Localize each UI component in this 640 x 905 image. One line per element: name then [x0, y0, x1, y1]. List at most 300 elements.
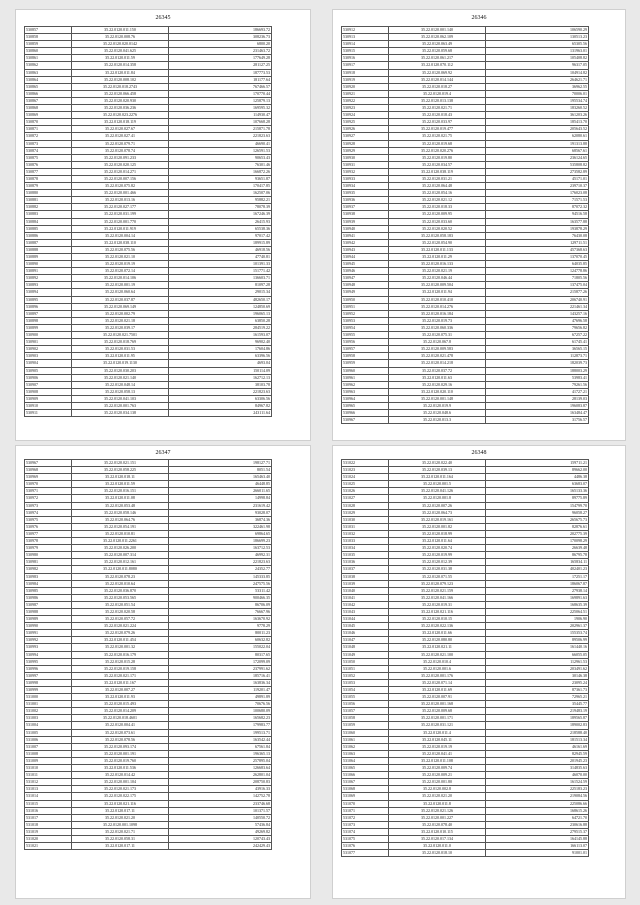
- table-row: [342, 133, 589, 140]
- amount: 165682.23: [169, 715, 272, 722]
- amount: 219084.56: [486, 793, 589, 800]
- amount: 67257.22: [486, 332, 589, 339]
- amount: 205643.52: [486, 126, 589, 133]
- cadastral-number: 35.22.0120.064.48: [389, 183, 486, 190]
- cadastral-number: 35.22.0120.001.770: [72, 218, 169, 225]
- record-number: 530884: [25, 218, 72, 225]
- amount: 60632.82: [169, 637, 272, 644]
- record-number: 530972: [25, 495, 72, 502]
- cadastral-number: 35.22.0120.019.80: [389, 154, 486, 161]
- table-row: [25, 190, 272, 197]
- record-number: 531018: [25, 821, 72, 828]
- cadastral-number: 35.22.0120.001.466: [72, 190, 169, 197]
- record-number: 530983: [25, 573, 72, 580]
- record-number: 530966: [342, 410, 389, 417]
- amount: 46070.00: [486, 772, 589, 779]
- record-number: 530901: [25, 339, 72, 346]
- table-row: [342, 495, 589, 502]
- amount: 215877.26: [486, 289, 589, 296]
- table-row: [25, 332, 272, 339]
- amount: 46448.85: [169, 481, 272, 488]
- cadastral-number: 35.22.0120.021.11: [389, 644, 486, 651]
- record-number: 530973: [25, 502, 72, 509]
- table-row: [342, 594, 589, 601]
- table-row: [342, 460, 589, 467]
- record-number: 530989: [25, 616, 72, 623]
- amount: 189565.87: [486, 715, 589, 722]
- cadastral-number: 35.22.0120.001.140: [389, 27, 486, 34]
- amount: 69864.65: [169, 530, 272, 537]
- cadastral-number: 35.22.0120.051.54: [72, 601, 169, 608]
- amount: 63850.28: [169, 317, 272, 324]
- record-number: 530953: [342, 317, 389, 324]
- record-number: 530869: [25, 112, 72, 119]
- data-table: [341, 459, 589, 857]
- table-row: [342, 757, 589, 764]
- amount: 84967.82: [169, 402, 272, 409]
- cadastral-number: 35.22.0120.021.18: [72, 317, 169, 324]
- amount: 131963.01: [486, 48, 589, 55]
- table-row: [25, 83, 272, 90]
- amount: 186067.87: [486, 580, 589, 587]
- table-row: [342, 317, 589, 324]
- amount: 161593.07: [169, 332, 272, 339]
- amount: 482650.17: [169, 296, 272, 303]
- table-row: [342, 516, 589, 523]
- cadastral-number: 35.22.0120.060.336: [389, 324, 486, 331]
- record-number: 531049: [342, 651, 389, 658]
- amount: 187773.53: [169, 69, 272, 76]
- amount: 80317.65: [169, 651, 272, 658]
- record-number: 530978: [25, 538, 72, 545]
- record-number: 530878: [25, 175, 72, 182]
- table-row: [25, 168, 272, 175]
- amount: 165834.11: [486, 559, 589, 566]
- table-row: [25, 388, 272, 395]
- table-row: [25, 97, 272, 104]
- table-row: [342, 105, 589, 112]
- amount: 126591.53: [169, 147, 272, 154]
- amount: 154799.70: [486, 502, 589, 509]
- table-row: [25, 623, 272, 630]
- cadastral-number: 35.22.0120.034.138: [72, 410, 169, 417]
- cadastral-number: 35.22.0120.078.23: [72, 573, 169, 580]
- record-number: 530912: [342, 27, 389, 34]
- table-row: [342, 850, 589, 857]
- amount: 169891.63: [486, 594, 589, 601]
- record-number: 530913: [342, 34, 389, 41]
- cadastral-number: 35.22.0120.010.81: [72, 530, 169, 537]
- table-row: [25, 467, 272, 474]
- cadastral-number: 35.22.0120.058.183: [389, 232, 486, 239]
- amount: 82876.61: [486, 523, 589, 530]
- table-row: [25, 630, 272, 637]
- table-row: [25, 736, 272, 743]
- cadastral-number: 35.22.0120.001.176: [389, 672, 486, 679]
- amount: 215871.78: [169, 126, 272, 133]
- cadastral-number: 35.22.0120.020.930: [72, 97, 169, 104]
- record-number: 530956: [342, 339, 389, 346]
- record-number: 531014: [25, 793, 72, 800]
- table-row: [342, 353, 589, 360]
- cadastral-number: 35.22.0120.041.126: [389, 488, 486, 495]
- cadastral-number: 35.22.0120.018.10: [389, 850, 486, 857]
- table-row: [25, 715, 272, 722]
- table-row: [342, 566, 589, 573]
- table-row: [25, 69, 272, 76]
- amount: 76301.46: [169, 161, 272, 168]
- table-row: [342, 729, 589, 736]
- amount: 203491.62: [486, 665, 589, 672]
- table-row: [25, 793, 272, 800]
- table-row: [342, 147, 589, 154]
- record-number: 531057: [342, 708, 389, 715]
- table-row: [342, 580, 589, 587]
- cadastral-number: 35.22.0120.002.79: [72, 310, 169, 317]
- cadastral-number: 35.22.0120.033.97: [389, 119, 486, 126]
- amount: 36962.55: [486, 83, 589, 90]
- page-title: 26348: [471, 450, 487, 456]
- record-number: 530929: [342, 147, 389, 154]
- cadastral-number: 35.22.0120.070.112: [389, 62, 486, 69]
- table-row: [342, 161, 589, 168]
- amount: 6800.20: [169, 41, 272, 48]
- table-row: [342, 552, 589, 559]
- cadastral-number: 35.22.0120.018.11: [72, 474, 169, 481]
- amount: 202775.39: [486, 530, 589, 537]
- table-row: [342, 651, 589, 658]
- amount: 136603.71: [169, 275, 272, 282]
- record-number: 531027: [342, 495, 389, 502]
- record-number: 530974: [25, 509, 72, 516]
- record-number: 530980: [25, 552, 72, 559]
- table-row: [25, 402, 272, 409]
- amount: 89506.99: [486, 637, 589, 644]
- table-row: [342, 701, 589, 708]
- table-row: [342, 183, 589, 190]
- cadastral-number: 35.22.0120.031.199: [72, 211, 169, 218]
- cadastral-number: 35.22.0120.030.203: [72, 367, 169, 374]
- table-row: [25, 786, 272, 793]
- cadastral-number: 35.22.0120.053.565: [72, 594, 169, 601]
- record-number: 530863: [25, 69, 72, 76]
- amount: 225064.51: [486, 608, 589, 615]
- table-row: [25, 339, 272, 346]
- record-number: 531030: [342, 516, 389, 523]
- record-number: 530861: [25, 55, 72, 62]
- table-row: [25, 530, 272, 537]
- record-number: 531052: [342, 672, 389, 679]
- amount: 231463.72: [169, 48, 272, 55]
- table-row: [25, 523, 272, 530]
- table-row: [342, 339, 589, 346]
- cadastral-number: 35.22.0120.014.218: [389, 360, 486, 367]
- amount: 72965.21: [486, 694, 589, 701]
- table-row: [342, 601, 589, 608]
- cadastral-number: 35.22.0120.011.95: [72, 353, 169, 360]
- amount: 8051.54: [169, 467, 272, 474]
- amount: 4693.04: [169, 360, 272, 367]
- amount: 243111.64: [169, 410, 272, 417]
- cadastral-number: 35.22.0120.027.67: [72, 126, 169, 133]
- cadastral-number: 35.22.0120.014.106: [72, 275, 169, 282]
- table-row: [25, 211, 272, 218]
- amount: 96902.40: [169, 339, 272, 346]
- table-row: [25, 594, 272, 601]
- amount: 163670.92: [169, 616, 272, 623]
- record-number: 530898: [25, 317, 72, 324]
- table-row: [25, 296, 272, 303]
- table-row: [25, 239, 272, 246]
- cadastral-number: 35.22.0120.001.32: [72, 644, 169, 651]
- table-row: [342, 395, 589, 402]
- record-number: 531043: [342, 608, 389, 615]
- table-row: [342, 55, 589, 62]
- cadastral-number: 35.22.0120.014.42: [72, 772, 169, 779]
- table-row: [342, 275, 589, 282]
- cadastral-number: 35.22.0120.075.31: [389, 332, 486, 339]
- table-row: [342, 843, 589, 850]
- table-row: [25, 616, 272, 623]
- record-number: 530991: [25, 630, 72, 637]
- record-number: 530936: [342, 197, 389, 204]
- amount: 129711.51: [486, 239, 589, 246]
- amount: 49269.82: [169, 828, 272, 835]
- cadastral-number: 35.22.0120.018.119: [72, 119, 169, 126]
- cadastral-number: 35.22.0120.041.103: [72, 395, 169, 402]
- record-number: 530975: [25, 516, 72, 523]
- cadastral-number: 35.22.0120.020.276: [389, 147, 486, 154]
- record-number: 530896: [25, 303, 72, 310]
- record-number: 530943: [342, 246, 389, 253]
- record-number: 530931: [342, 161, 389, 168]
- amount: 314835.63: [486, 765, 589, 772]
- table-row: [342, 261, 589, 268]
- record-number: 530939: [342, 218, 389, 225]
- table-row: [25, 807, 272, 814]
- cadastral-number: 35.22.0120.010.15: [389, 616, 486, 623]
- amount: 125879.13: [169, 97, 272, 104]
- record-number: 531058: [342, 715, 389, 722]
- table-row: [342, 239, 589, 246]
- record-number: 531053: [342, 679, 389, 686]
- cadastral-number: 35.22.0120.036.870: [72, 587, 169, 594]
- cadastral-number: 35.22.0120.011.164: [389, 474, 486, 481]
- amount: 124778.86: [486, 268, 589, 275]
- amount: 185413.70: [486, 119, 589, 126]
- record-number: 530969: [25, 474, 72, 481]
- data-table: [341, 26, 589, 424]
- cadastral-number: 35.22.0120.091.233: [72, 154, 169, 161]
- amount: 166113.07: [486, 843, 589, 850]
- cadastral-number: 35.22.0120.066.458: [72, 90, 169, 97]
- amount: 191313.88: [486, 140, 589, 147]
- table-row: [342, 708, 589, 715]
- cadastral-number: 35.22.0120.031.53: [72, 346, 169, 353]
- table-row: [342, 679, 589, 686]
- record-number: 530955: [342, 332, 389, 339]
- table-row: [25, 147, 272, 154]
- table-row: [342, 793, 589, 800]
- table-row: [25, 105, 272, 112]
- cadastral-number: 35.22.0120.027.41: [72, 133, 169, 140]
- table-row: [25, 374, 272, 381]
- amount: 93651.87: [169, 175, 272, 182]
- amount: 145333.85: [169, 573, 272, 580]
- amount: 182039.73: [486, 360, 589, 367]
- table-row: [25, 246, 272, 253]
- cadastral-number: 35.22.0120.011.150: [72, 27, 169, 34]
- record-number: 530997: [25, 672, 72, 679]
- record-number: 531046: [342, 630, 389, 637]
- amount: 57436.84: [169, 821, 272, 828]
- record-number: 530900: [25, 332, 72, 339]
- record-number: 531032: [342, 530, 389, 537]
- cadastral-number: 35.22.0120.021.140: [72, 374, 169, 381]
- cadastral-number: 35.22.0120.054.191: [72, 523, 169, 530]
- table-row: [25, 41, 272, 48]
- amount: 17251.17: [486, 573, 589, 580]
- cadastral-number: 35.22.0120.008.102: [72, 76, 169, 83]
- cadastral-number: 35.22.0120.027.177: [72, 204, 169, 211]
- table-row: [342, 467, 589, 474]
- cadastral-number: 35.22.0120.010.115: [389, 828, 486, 835]
- record-number: 530876: [25, 161, 72, 168]
- record-number: 531024: [342, 474, 389, 481]
- cadastral-number: 35.22.0120.022.40: [389, 460, 486, 467]
- amount: 35445.77: [486, 701, 589, 708]
- cadastral-number: 35.22.0120.057.72: [72, 616, 169, 623]
- record-number: 530921: [342, 90, 389, 97]
- table-row: [25, 360, 272, 367]
- cadastral-number: 35.22.0120.015.28: [72, 658, 169, 665]
- amount: 112961.53: [486, 658, 589, 665]
- amount: 31756.57: [486, 417, 589, 424]
- table-row: [342, 715, 589, 722]
- amount: 457368.63: [486, 246, 589, 253]
- amount: 170417.85: [169, 183, 272, 190]
- cadastral-number: 35.22.0120.080.80: [389, 637, 486, 644]
- record-number: 530951: [342, 303, 389, 310]
- amount: 96058.27: [486, 509, 589, 516]
- table-row: [25, 268, 272, 275]
- table-row: [342, 545, 589, 552]
- record-number: 530982: [25, 566, 72, 573]
- amount: 120743.43: [169, 835, 272, 842]
- amount: 46161.69: [486, 743, 589, 750]
- table-row: [25, 218, 272, 225]
- table-row: [25, 381, 272, 388]
- record-number: 530930: [342, 154, 389, 161]
- table-row: [342, 83, 589, 90]
- table-row: [342, 62, 589, 69]
- record-number: 530911: [25, 410, 72, 417]
- record-number: 530944: [342, 254, 389, 261]
- amount: 206740.91: [486, 296, 589, 303]
- amount: 162507.06: [169, 190, 272, 197]
- amount: 150114.09: [169, 367, 272, 374]
- amount: 221823.63: [169, 133, 272, 140]
- cadastral-number: 35.22.0120.079.123: [389, 580, 486, 587]
- page-title: 26347: [155, 450, 171, 456]
- record-number: 531028: [342, 502, 389, 509]
- table-row: [342, 814, 589, 821]
- amount: 65305.56: [486, 41, 589, 48]
- record-number: 530927: [342, 133, 389, 140]
- record-number: 531066: [342, 772, 389, 779]
- amount: 242429.43: [169, 843, 272, 850]
- amount: 86706.09: [169, 601, 272, 608]
- record-number: 530922: [342, 97, 389, 104]
- cadastral-number: 35.22.0120.013.3: [389, 417, 486, 424]
- amount: 63683.07: [486, 481, 589, 488]
- cadastral-number: 35.22.0120.018.27: [389, 83, 486, 90]
- record-number: 530988: [25, 608, 72, 615]
- table-row: [25, 608, 272, 615]
- amount: 219483.19: [486, 708, 589, 715]
- amount: 196083.87: [486, 402, 589, 409]
- record-number: 530920: [342, 83, 389, 90]
- table-row: [25, 843, 272, 850]
- amount: 308236.73: [169, 34, 272, 41]
- cadastral-number: 35.22.0120.021.116: [72, 800, 169, 807]
- cadastral-number: 35.22.0120.019.73: [389, 317, 486, 324]
- cadastral-number: 35.22.0120.022.175: [72, 793, 169, 800]
- amount: 67561.84: [169, 743, 272, 750]
- record-number: 531007: [25, 743, 72, 750]
- record-number: 530963: [342, 388, 389, 395]
- table-row: [25, 324, 272, 331]
- table-row: [342, 76, 589, 83]
- amount: 68567.61: [486, 147, 589, 154]
- record-number: 530958: [342, 353, 389, 360]
- amount: 767466.57: [169, 83, 272, 90]
- record-number: 531029: [342, 509, 389, 516]
- amount: 29015.34: [169, 289, 272, 296]
- record-number: 530979: [25, 545, 72, 552]
- cadastral-number: 35.22.0120.021.224: [72, 623, 169, 630]
- cadastral-number: 35.22.0120.053.48: [72, 502, 169, 509]
- record-number: 531042: [342, 601, 389, 608]
- cadastral-number: 35.22.0120.041.625: [72, 48, 169, 55]
- amount: 47696.58: [486, 317, 589, 324]
- record-number: 531012: [25, 779, 72, 786]
- amount: 86795.78: [486, 552, 589, 559]
- record-number: 530893: [25, 282, 72, 289]
- record-number: 531073: [342, 821, 389, 828]
- record-number: 530965: [342, 402, 389, 409]
- table-row: [25, 779, 272, 786]
- record-number: 530860: [25, 48, 72, 55]
- record-number: 531011: [25, 772, 72, 779]
- amount: 65538.36: [169, 225, 272, 232]
- record-number: 530961: [342, 374, 389, 381]
- cadastral-number: 35.22.0120.011.94: [389, 289, 486, 296]
- table-row: [25, 722, 272, 729]
- amount: 81097.28: [169, 282, 272, 289]
- amount: 26415.93: [169, 218, 272, 225]
- record-number: 531008: [25, 750, 72, 757]
- table-row: [25, 701, 272, 708]
- amount: 1906.90: [486, 616, 589, 623]
- cadastral-number: 35.22.0120.067.8: [389, 339, 486, 346]
- amount: 162712.13: [169, 374, 272, 381]
- amount: 95882.21: [169, 197, 272, 204]
- record-number: 530870: [25, 119, 72, 126]
- cadastral-number: 35.22.0120.021.20: [389, 793, 486, 800]
- record-number: 531020: [25, 835, 72, 842]
- cadastral-number: 35.22.0120.011.167: [72, 679, 169, 686]
